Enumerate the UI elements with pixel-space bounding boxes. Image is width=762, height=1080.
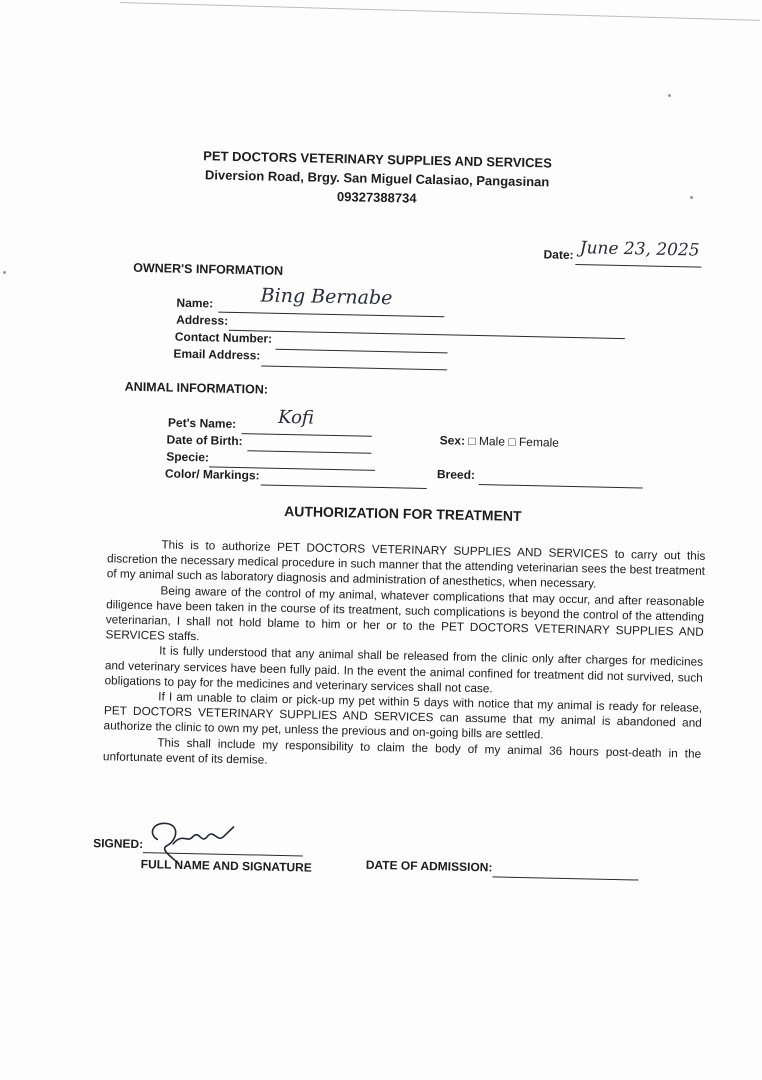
email-address-label: Email Address: [173,346,261,363]
female-checkbox-icon[interactable]: □ [508,434,516,449]
letterhead [157,145,598,211]
owner-info-title: OWNER'S INFORMATION [133,260,284,278]
color-markings-label: Color/ Markings: [164,466,260,483]
date-line [575,264,701,268]
authorization-title: AUTHORIZATION FOR TREATMENT [284,502,522,524]
date-handwritten: June 23, 2025 [579,238,700,261]
address-label: Address: [176,312,229,328]
sex-field [440,433,560,449]
sex-label: Sex: [439,433,466,448]
male-checkbox-icon[interactable]: □ [468,433,476,448]
full-name-signature-caption: FULL NAME AND SIGNATURE [140,857,312,875]
pet-name-label: Pet's Name: [167,415,237,431]
owner-name-handwritten: Bing Bernabe [260,284,393,310]
authorization-paragraph: This shall include my responsibility to claim the body of my animal 36 hours post-death in the unfortunate event of its demise. [102,735,702,767]
color-markings-line [261,484,427,488]
name-line [218,312,444,318]
company-phone: 09327388734 [336,189,417,206]
breed-line [479,484,643,488]
breed-label: Breed: [436,467,476,482]
date-of-admission-line [493,876,639,880]
signed-label: SIGNED: [93,836,144,852]
female-option-label: Female [518,434,560,450]
authorization-body [103,536,706,777]
date-of-birth-label: Date of Birth: [166,432,243,449]
authorization-paragraph: If I am unable to claim or pick-up my pet within 5 days with notice that my animal is ready for release, PET DOCTORS VETERINARY SUPPLIES AND SERVICES can assume that my animal is abandoned and authorize the clinic to own my pet, unless the previous and on-going bills are settled. [103,689,703,742]
specie-label: Specie: [166,449,210,465]
date-of-birth-line [247,450,371,454]
date-label: Date: [543,247,574,262]
authorization-paragraph: It is fully understood that any animal shall be released from the clinic only after charges for medicines and veterinary services have been fully paid. In the event the animal confined for treatment did not survived, such obligations to pay for the medicines and veterinary services shall not case. [104,643,704,696]
authorization-paragraph: Being aware of the control of my animal, whatever complications that may occur, and after reasonable diligence have been taken in the course of its treatment, such complications is beyond the control of the attending veterinarian, I shall not hold blame to him or her or to the PET DOCTORS VETERINARY SUPPLIES AND SERVICES staffs. [105,583,705,644]
animal-info-title: ANIMAL INFORMATION: [124,379,269,397]
contact-number-label: Contact Number: [174,329,273,346]
email-address-line [261,365,447,370]
company-name: PET DOCTORS VETERINARY SUPPLIES AND SERVICES [203,148,552,171]
contact-number-line [276,349,448,354]
pet-name-line [242,433,372,437]
pet-name-handwritten: Kofi [277,406,315,429]
address-line [229,330,625,339]
name-label: Name: [176,295,214,311]
date-of-admission-label: DATE OF ADMISSION: [365,857,493,875]
company-address: Diversion Road, Brgy. San Miguel Calasiao, Pangasinan [204,167,550,190]
male-option-label: Male [478,434,506,449]
authorization-paragraph: This is to authorize PET DOCTORS VETERINARY SUPPLIES AND SERVICES to carry out this discretion the necessary medical procedure in such manner that the attending veterinarian sees the best treatment of my animal such as laboratory diagnosis and administration of anesthetics, when necessary. [106,537,706,591]
